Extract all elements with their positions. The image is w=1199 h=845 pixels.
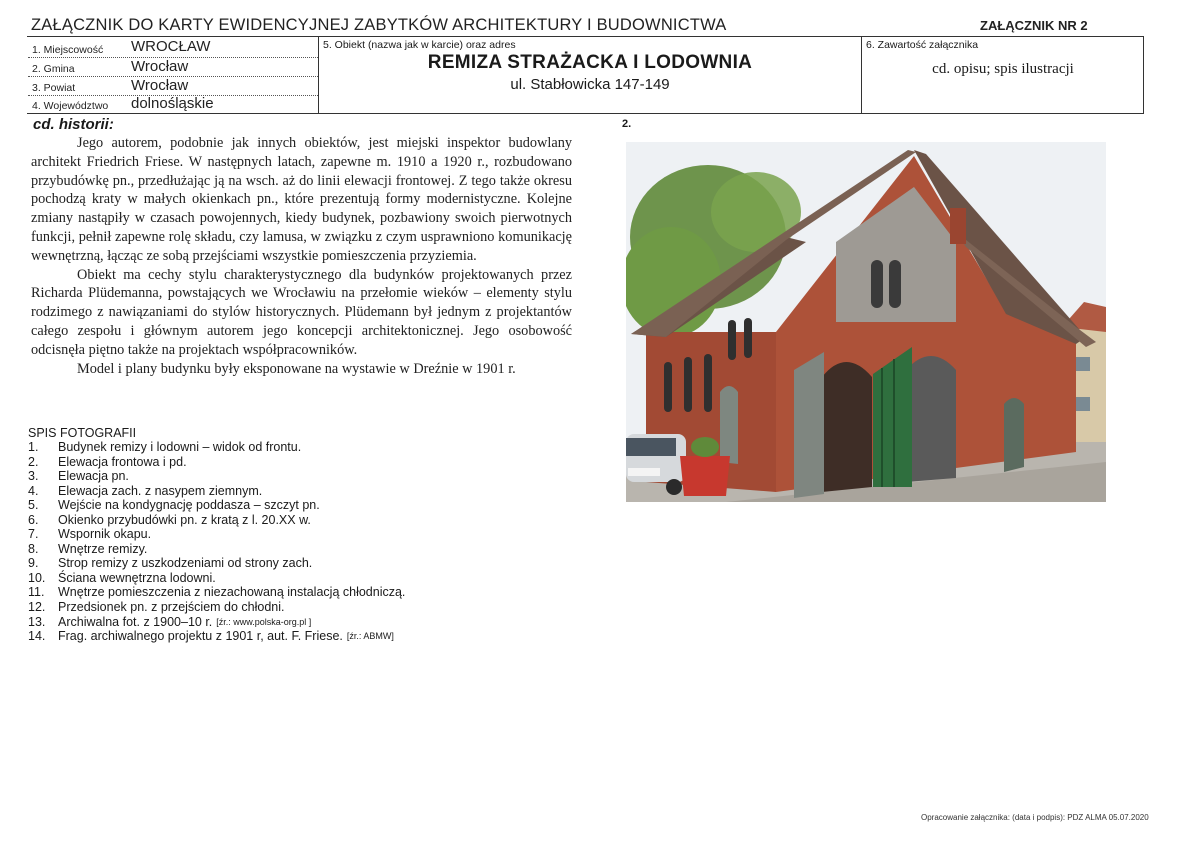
photo-list-text: Archiwalna fot. z 1900–10 r. (58, 614, 213, 629)
photo-list-text: Budynek remizy i lodowni – widok od frontu. (58, 440, 302, 454)
photo-list-item (28, 556, 405, 571)
photo-list-item (28, 513, 405, 528)
object-name: REMIZA STRAŻACKA I LODOWNIA (427, 52, 753, 73)
building-illustration (626, 142, 1106, 502)
photo-list-number: 13. (28, 614, 46, 629)
photo-list-item (28, 440, 405, 455)
photo-list-text: Elewacja zach. z nasypem ziemnym. (58, 483, 263, 498)
header-divider-1 (318, 36, 319, 113)
miejscowosc-label: 1. Miejscowość (32, 44, 104, 56)
photo-list-item (28, 571, 405, 586)
photo-list-text: Frag. archiwalnego projektu z 1901 r, aut. F. Friese. (58, 629, 343, 644)
object-label: 5. Obiekt (nazwa jak w karcie) oraz adres (323, 39, 516, 51)
photo-list-item (28, 455, 405, 470)
contents-label: 6. Zawartość załącznika (866, 39, 979, 51)
history-paragraph: Obiekt ma cechy stylu charakterystycznego dla budynków projektowanych przez Richarda Plüdemanna, powstających we Wrocławiu na przełomie wieków – elementy stylu rodzimego z nawiązaniami do stylów historycznych. Plüdemann był jednym z projektantów całego zespołu i głównym autorem jego koncepcji architektonicznej. Jego osobowość odcisnęła piętno także na projektach współpracowników. (31, 266, 572, 358)
photo-list-number: 10. (28, 570, 46, 585)
photo-list-number: 1. (28, 440, 39, 454)
photo-list-text: Elewacja frontowa i pd. (58, 454, 187, 469)
photo-list-number: 5. (28, 498, 39, 513)
photo-list-item (28, 542, 405, 557)
photo-list-number: 8. (28, 541, 39, 556)
miejscowosc-value: WROCŁAW (131, 38, 211, 55)
photo-list-number: 14. (28, 629, 46, 644)
powiat-value: Wrocław (131, 77, 189, 94)
photo-list-item (28, 600, 405, 615)
photo-list-item (28, 615, 405, 630)
photo-list-number: 4. (28, 483, 39, 498)
photo-list-text: Przedsionek pn. z przejściem do chłodni. (58, 600, 285, 615)
photo-list-number: 11. (28, 585, 45, 600)
history-text (31, 134, 572, 378)
photo-list-number: 9. (28, 556, 39, 571)
photo-list-source: [źr.: www.polska-org.pl ] (216, 616, 312, 627)
photo-list-number: 6. (28, 512, 39, 527)
footer-note: Opracowanie załącznika: (data i podpis): PDZ ALMA 05.07.2020 (921, 813, 1149, 822)
photo-list-number: 12. (28, 600, 46, 615)
photo-list-source: [źr.: ABMW] (346, 631, 394, 642)
photo-list-item (28, 484, 405, 499)
history-paragraph: Jego autorem, podobnie jak innych obiektów, jest miejski inspektor budowlany architekt Friedrich Friese. W następnych latach, zapewne m. 1910 a 1920 r., rozbudowano przybudówkę pn., przedłużając ją na wsch. aż do linii elewacji frontowej. Z tego także okresu pochodzą kraty w małych okienkach pn., które prezentują formy modernistyczne. Kolejne zmiany nastąpiły w czasach powojennych, kiedy budynek, pozbawiony swoich pierwotnych funkcji, pełnił zapewne rolę składu, czy lamusa, w związku z czym usprawniono komunikację wewnętrzną, łącząc ze sobą przejściami wszystkie pomieszczenia przyziemia. (31, 135, 572, 264)
photo-list (28, 440, 405, 644)
wojewodztwo-label: 4. Województwo (32, 100, 109, 112)
history-title: cd. historii: (33, 116, 114, 133)
photo-list-item (28, 498, 405, 513)
header-top-rule (27, 36, 1144, 37)
photo-list-number: 2. (28, 454, 39, 469)
gmina-label: 2. Gmina (32, 63, 75, 75)
history-paragraph: Model i plany budynku były eksponowane na wystawie w Dreźnie w 1901 r. (77, 360, 516, 377)
photo-list-text: Wejście na kondygnację poddasza – szczyt pn. (58, 498, 320, 513)
photo-list-text: Wnętrze remizy. (58, 541, 148, 556)
gmina-value: Wrocław (131, 58, 189, 75)
photo-list-title: SPIS FOTOGRAFII (28, 426, 137, 440)
photo-list-text: Okienko przybudówki pn. z kratą z l. 20.XX w. (58, 512, 311, 527)
photo-list-text: Wnętrze pomieszczenia z niezachowaną instalacją chłodniczą. (58, 585, 406, 600)
photo-list-item (28, 527, 405, 542)
wojewodztwo-value: dolnośląskie (131, 95, 214, 112)
photo-list-number: 3. (28, 469, 39, 484)
object-address: ul. Stabłowicka 147-149 (510, 76, 670, 93)
photo-number: 2. (622, 118, 632, 130)
contents-value: cd. opisu; spis ilustracji (932, 61, 1074, 77)
powiat-label: 3. Powiat (32, 82, 76, 94)
attachment-number: ZAŁĄCZNIK NR 2 (980, 18, 1088, 33)
photo-list-text: Ściana wewnętrzna lodowni. (58, 570, 216, 585)
document-title: ZAŁĄCZNIK DO KARTY EWIDENCYJNEJ ZABYTKÓW ARCHITEKTURY I BUDOWNICTWA (31, 16, 727, 34)
photo-list-text: Elewacja pn. (58, 469, 129, 484)
photo-list-item (28, 629, 405, 644)
photo-list-text: Strop remizy z uszkodzeniami od strony zach. (58, 556, 313, 571)
header-bottom-rule (27, 113, 1144, 114)
photo-list-item (28, 469, 405, 484)
photo-list-item (28, 585, 405, 600)
building-photo (626, 142, 1106, 502)
photo-list-text: Wspornik okapu. (58, 527, 152, 542)
photo-list-number: 7. (28, 527, 39, 542)
